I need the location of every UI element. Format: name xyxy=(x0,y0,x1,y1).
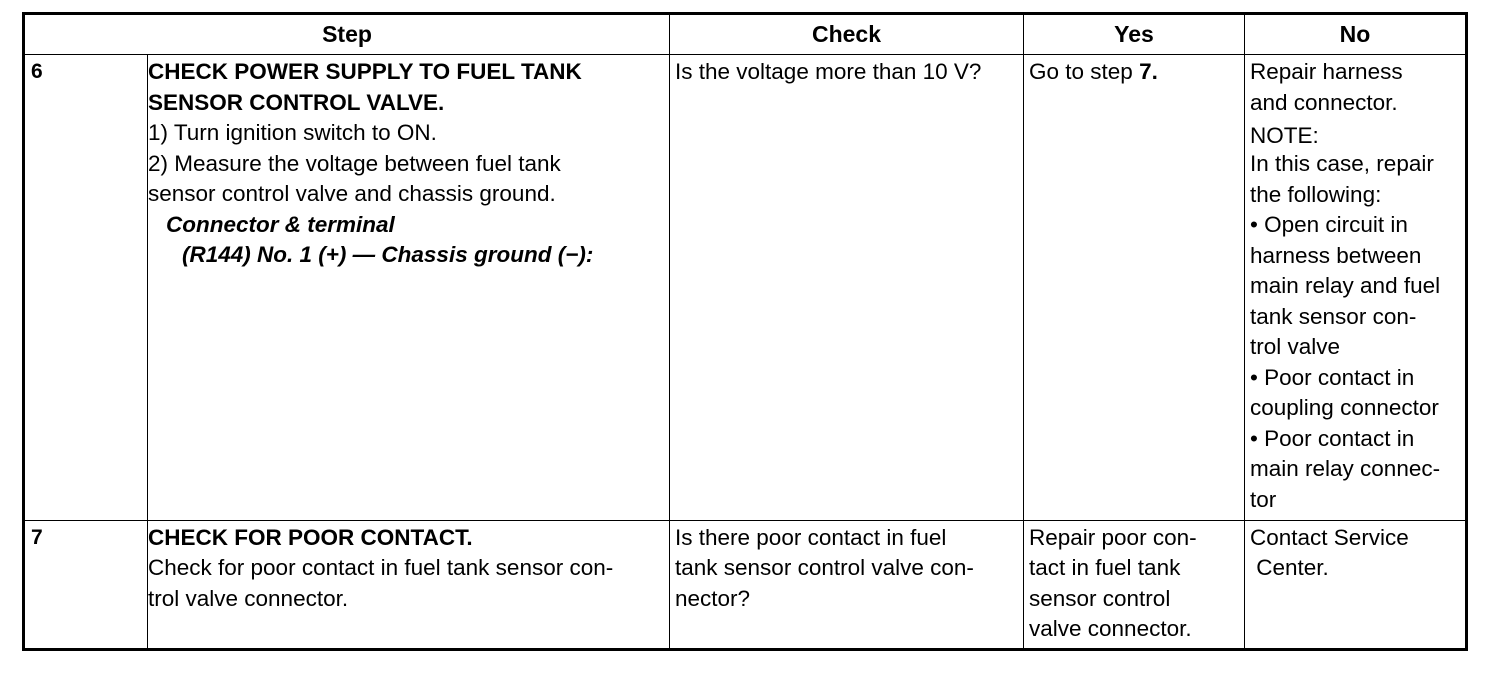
step-7-yes-line-3: sensor control xyxy=(1029,585,1171,611)
step-7-yes xyxy=(1024,520,1245,649)
diagnostic-table xyxy=(22,12,1468,651)
step-6-no xyxy=(1245,55,1467,521)
connector-terminal-value: (R144) No. 1 (+) — Chassis ground (−): xyxy=(182,242,594,267)
step-7-yes-line-4: valve connector. xyxy=(1029,616,1192,642)
step-6-item-1: 1) Turn ignition switch to ON. xyxy=(148,120,437,145)
step-7-check-line-3: nector? xyxy=(675,585,751,611)
note-line-7: trol valve xyxy=(1250,334,1341,359)
header-row xyxy=(24,14,1467,55)
step-6-item-2-line2: sensor control valve and chassis ground. xyxy=(148,181,556,206)
note-line-12: tor xyxy=(1250,486,1277,512)
step-number-7: 7 xyxy=(24,520,148,649)
step-6-title-line1: CHECK POWER SUPPLY TO FUEL TANK xyxy=(148,59,582,84)
step-6-yes-prefix: Go to step xyxy=(1029,59,1140,84)
note-line-5: main relay and fuel xyxy=(1250,273,1441,298)
step-7-check-line-2: tank sensor control valve con- xyxy=(675,555,974,581)
header-no: No xyxy=(1245,14,1467,55)
table-row-step-6 xyxy=(24,55,1467,521)
step-7-yes-line-1: Repair poor con- xyxy=(1029,524,1197,550)
step-6-no-line-1: Repair harness xyxy=(1250,59,1403,84)
note-line-1: In this case, repair xyxy=(1250,151,1434,176)
step-6-yes xyxy=(1024,55,1245,521)
step-6-description xyxy=(148,55,670,521)
step-7-no-line-2: Center. xyxy=(1250,555,1329,581)
step-7-no xyxy=(1245,520,1467,649)
step-number-6: 6 xyxy=(24,55,148,521)
connector-terminal-label: Connector & terminal xyxy=(166,211,395,237)
header-check: Check xyxy=(670,14,1024,55)
note-line-10: • Poor contact in xyxy=(1250,425,1415,451)
step-6-no-line-2: and connector. xyxy=(1250,89,1398,115)
step-7-check xyxy=(670,520,1024,649)
step-7-desc-line-1: Check for poor contact in fuel tank sensor con- xyxy=(148,555,614,581)
step-7-check-line-1: Is there poor contact in fuel xyxy=(675,524,947,550)
step-7-yes-line-2: tact in fuel tank xyxy=(1029,555,1181,581)
note-line-11: main relay connec- xyxy=(1250,456,1441,481)
note-label: NOTE: xyxy=(1250,123,1319,148)
header-yes: Yes xyxy=(1024,14,1245,55)
step-6-check: Is the voltage more than 10 V? xyxy=(670,55,1024,521)
note-line-6: tank sensor con- xyxy=(1250,303,1417,329)
step-6-yes-step-link: 7. xyxy=(1139,59,1158,84)
step-7-description xyxy=(148,520,670,649)
step-7-desc-line-2: trol valve connector. xyxy=(148,585,349,611)
note-line-4: harness between xyxy=(1250,242,1422,268)
step-7-no-line-1: Contact Service xyxy=(1250,524,1409,550)
note-line-2: the following: xyxy=(1250,181,1382,207)
step-6-item-2-line1: 2) Measure the voltage between fuel tank xyxy=(148,150,561,176)
step-7-title: CHECK FOR POOR CONTACT. xyxy=(148,524,473,550)
note-line-9: coupling connector xyxy=(1250,395,1439,420)
note-line-3: • Open circuit in xyxy=(1250,212,1408,237)
step-6-title-line2: SENSOR CONTROL VALVE. xyxy=(148,89,445,115)
header-step: Step xyxy=(24,14,670,55)
note-line-8: • Poor contact in xyxy=(1250,364,1415,390)
table-row-step-7 xyxy=(24,520,1467,649)
